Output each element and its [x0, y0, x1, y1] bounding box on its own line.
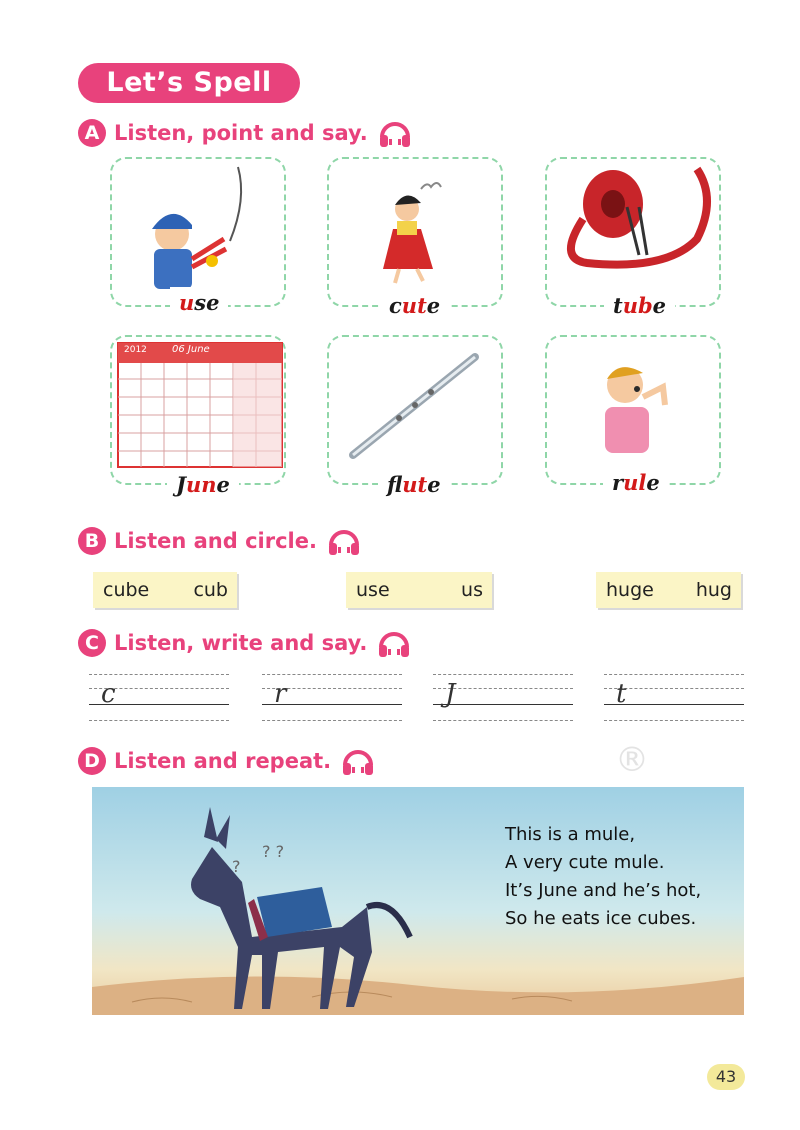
section-c-heading [78, 626, 411, 660]
page-title: Let’s Spell [78, 63, 300, 103]
writing-line-4[interactable] [604, 666, 744, 724]
word-label: tube [605, 291, 674, 323]
section-b-heading [78, 524, 361, 558]
headphones-icon[interactable] [341, 745, 375, 777]
flute-picture [329, 337, 501, 483]
starter-letter: t [616, 679, 627, 709]
word-pair-3[interactable] [596, 572, 741, 608]
calendar-picture [112, 337, 284, 483]
rhyme-line: A very cute mule. [505, 852, 665, 873]
section-b-title: Listen and circle. [114, 529, 317, 553]
writing-line-1[interactable] [89, 666, 229, 724]
calendar-year: 2012 [124, 345, 147, 355]
word-label: cute [381, 291, 448, 323]
word-label: June [168, 470, 238, 502]
starter-letter: r [274, 679, 287, 709]
picture-card-flute[interactable] [327, 335, 503, 485]
word-label: flute [379, 470, 449, 502]
svg-text:? ?: ? ? [262, 842, 285, 861]
headphones-icon[interactable] [377, 627, 411, 659]
section-d-heading [78, 744, 375, 778]
calendar-header: 06 June [172, 344, 210, 355]
svg-text:?: ? [232, 857, 241, 876]
writing-line-3[interactable] [433, 666, 573, 724]
picture-card-use[interactable] [110, 157, 286, 307]
word-pair-2[interactable] [346, 572, 492, 608]
word-label: rule [604, 468, 668, 500]
section-b-badge: B [78, 527, 106, 555]
dancing-girl-picture [329, 159, 501, 305]
section-c-badge: C [78, 629, 106, 657]
writing-line-2[interactable] [262, 666, 402, 724]
worker-cutting-wire-picture [112, 159, 284, 305]
section-a-heading [78, 116, 412, 150]
section-d-title: Listen and repeat. [114, 749, 332, 773]
picture-card-cute[interactable] [327, 157, 503, 307]
rhyme-line: This is a mule, [505, 824, 636, 845]
headphones-icon[interactable] [327, 525, 361, 557]
headphones-icon[interactable] [378, 117, 412, 149]
picture-card-tube[interactable] [545, 157, 721, 307]
word-option[interactable]: hug [695, 579, 732, 601]
rhyme-text [505, 821, 701, 933]
watermark-registered: ® [615, 740, 649, 780]
section-c-title: Listen, write and say. [114, 631, 368, 655]
hose-reel-picture [547, 159, 719, 305]
word-option[interactable]: huge [606, 579, 654, 601]
word-pair-1[interactable] [93, 572, 237, 608]
word-option[interactable]: us [461, 579, 483, 601]
word-option[interactable]: use [356, 579, 390, 601]
word-label: use [171, 288, 227, 320]
section-d-badge: D [78, 747, 106, 775]
word-option[interactable]: cub [193, 579, 228, 601]
rhyme-line: It’s June and he’s hot, [505, 880, 702, 901]
boy-with-ruler-picture [547, 337, 719, 483]
rhyme-line: So he eats ice cubes. [505, 908, 697, 929]
section-a-badge: A [78, 119, 106, 147]
section-a-title: Listen, point and say. [114, 121, 368, 145]
picture-card-rule[interactable] [545, 335, 721, 485]
page-number: 43 [707, 1064, 745, 1090]
starter-letter: J [445, 679, 456, 709]
word-option[interactable]: cube [103, 579, 150, 601]
picture-card-june[interactable] [110, 335, 286, 485]
starter-letter: c [101, 679, 116, 709]
